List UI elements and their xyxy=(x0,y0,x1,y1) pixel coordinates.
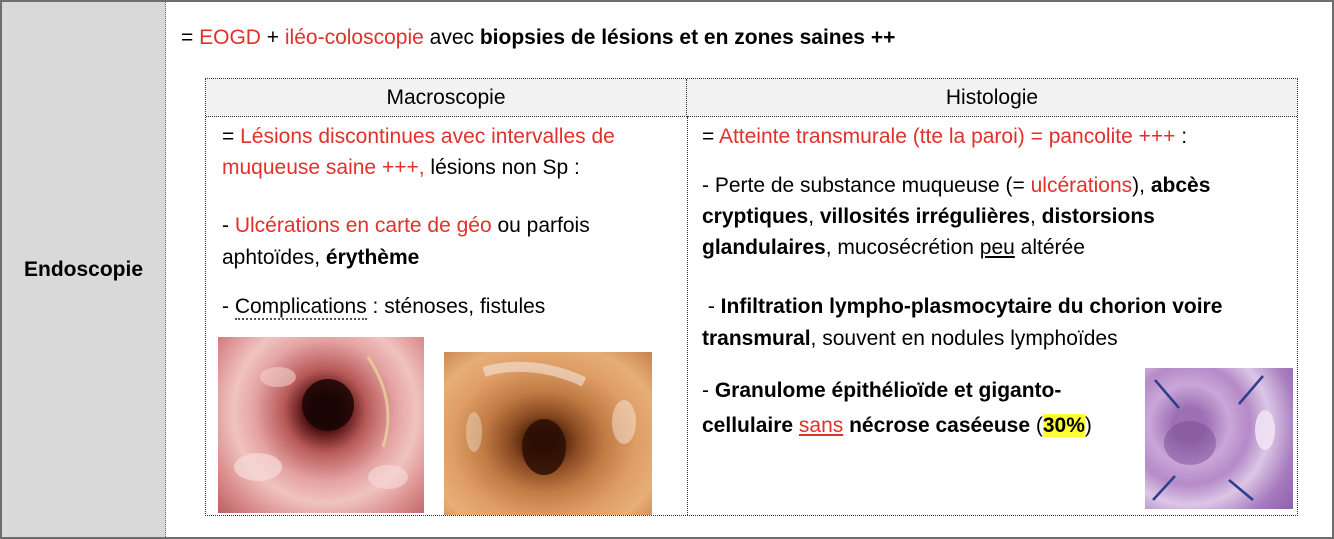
intro-line xyxy=(181,26,895,50)
macro-line-5 xyxy=(222,291,545,322)
column-divider xyxy=(687,117,688,515)
header-macroscopie-label: Macroscopie xyxy=(386,85,506,109)
macro-l1-red: Lésions discontinues avec intervalles de xyxy=(240,125,615,148)
histo-line-6 xyxy=(702,323,1118,354)
inner-table xyxy=(205,78,1298,516)
endoscopy-image-ulcerations xyxy=(218,337,424,513)
histo-h1-prefix: = xyxy=(702,125,719,148)
histo-h4-bold: glandulaires xyxy=(702,236,826,259)
header-macroscopie xyxy=(206,79,687,117)
header-histologie-label: Histologie xyxy=(945,85,1039,109)
macro-l5-dotted: Complications xyxy=(234,295,367,318)
histo-line-5 xyxy=(702,291,1222,322)
histo-h8-hl: 30% xyxy=(1042,414,1085,437)
histo-h2-bold: abcès xyxy=(1150,174,1211,197)
macro-l1-prefix: = xyxy=(222,125,241,148)
macro-l5-prefix: - xyxy=(222,295,235,318)
intro-prefix: = xyxy=(181,26,200,49)
macro-l3-red: Ulcérations en carte de géo xyxy=(234,214,492,237)
histo-h3-b2: villosités irrégulières xyxy=(819,205,1030,228)
row-label: Endoscopie xyxy=(23,257,144,281)
row-label-cell xyxy=(2,2,166,537)
macro-line-1 xyxy=(222,121,615,152)
histo-h8-bold: cellulaire xyxy=(702,414,799,437)
histo-h3-s1: , xyxy=(808,205,820,228)
intro-plus: + xyxy=(260,26,285,49)
intro-bold: biopsies de lésions et en zones saines ++ xyxy=(479,26,896,49)
endoscopy-image-stenosis xyxy=(444,352,652,515)
histo-h1-red: Atteinte transmurale (tte la paroi) = pancolite +++ xyxy=(718,125,1176,148)
histo-h8-bold2: nécrose caséeuse xyxy=(843,414,1031,437)
macro-l3-rest: ou parfois xyxy=(491,214,590,237)
histo-h6-rest: , souvent en nodules lymphoïdes xyxy=(810,327,1118,350)
macro-l3-prefix: - xyxy=(222,214,235,237)
histo-line-2 xyxy=(702,170,1210,201)
macro-l5-rest: : sténoses, fistules xyxy=(366,295,546,318)
intro-ileo: iléo-coloscopie xyxy=(284,26,424,49)
histo-h8-close: ) xyxy=(1084,414,1092,437)
histo-h2-b: ), xyxy=(1132,174,1151,197)
histo-h8-red: sans xyxy=(798,414,844,437)
header-histologie xyxy=(687,79,1297,117)
histo-line-1 xyxy=(702,121,1187,152)
intro-avec: avec xyxy=(423,26,480,49)
histo-line-8 xyxy=(702,410,1092,441)
histo-h4-a: , mucosécrétion xyxy=(825,236,980,259)
histo-h1-rest: : xyxy=(1175,125,1188,148)
histo-h7-prefix: - xyxy=(702,379,715,402)
histo-line-4 xyxy=(702,232,1085,263)
histo-h3-b3: distorsions xyxy=(1041,205,1155,228)
macro-l4-bold: érythème xyxy=(325,246,420,269)
histo-h4-b: altérée xyxy=(1014,236,1085,259)
histo-h5-prefix: - xyxy=(702,295,721,318)
histo-h5-bold: Infiltration lympho-plasmocytaire du chorion voire xyxy=(720,295,1223,318)
macro-l4-text: aphtoïdes, xyxy=(222,246,326,269)
histo-h3-b1: cryptiques xyxy=(702,205,809,228)
macro-l2-rest: lésions non Sp : xyxy=(424,156,580,179)
histo-h8-open: ( xyxy=(1030,414,1043,437)
macro-l2-red: muqueuse saine +++, xyxy=(222,156,425,179)
intro-eogd: EOGD xyxy=(199,26,261,49)
histology-image-granuloma xyxy=(1145,368,1293,509)
histo-line-3 xyxy=(702,201,1155,232)
histo-line-7 xyxy=(702,375,1061,406)
macro-line-4 xyxy=(222,242,419,273)
histo-h4-u: peu xyxy=(979,236,1015,259)
histo-h2-red: ulcérations xyxy=(1030,174,1133,197)
histo-h2-a: - Perte de substance muqueuse (= xyxy=(702,174,1031,197)
macro-line-3 xyxy=(222,210,590,241)
macro-line-2 xyxy=(222,152,580,183)
histo-h3-s2: , xyxy=(1029,205,1042,228)
histo-h6-bold: transmural xyxy=(702,327,811,350)
histo-h7-bold: Granulome épithélioïde et giganto- xyxy=(714,379,1062,402)
